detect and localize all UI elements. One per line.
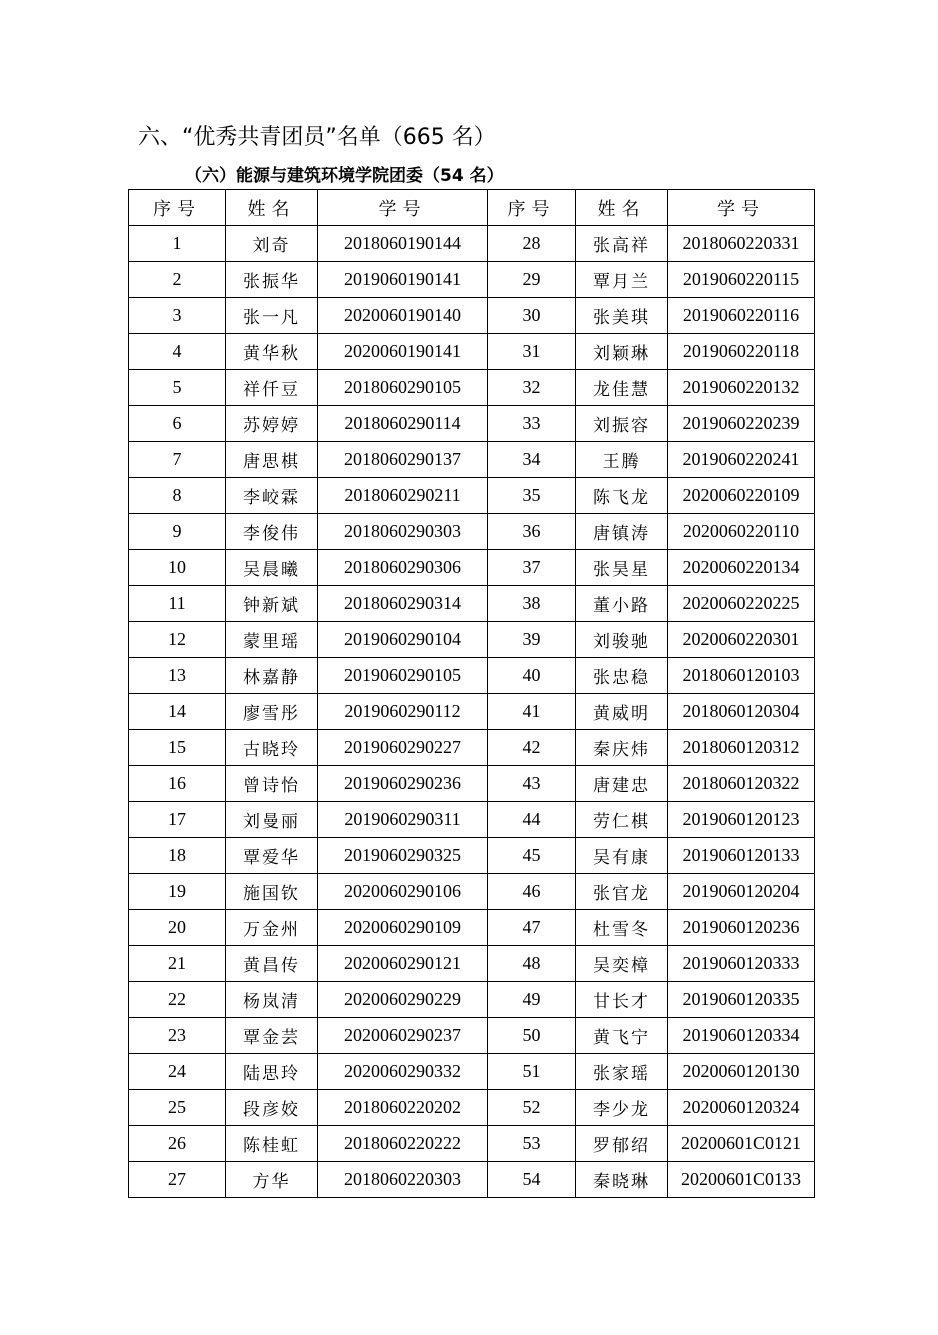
seq-cell: 50 [488, 1018, 576, 1054]
seq-cell: 42 [488, 730, 576, 766]
student-id-cell: 2020060290237 [318, 1018, 488, 1054]
table-row [129, 550, 815, 586]
name-cell: 刘颖琳 [576, 334, 668, 370]
seq-cell: 1 [129, 226, 226, 262]
student-id-cell: 2018060290114 [318, 406, 488, 442]
table-row [129, 514, 815, 550]
student-id-cell: 2019060120133 [668, 838, 815, 874]
table-row [129, 1126, 815, 1162]
student-id-cell: 2018060290306 [318, 550, 488, 586]
table-header-row [129, 190, 815, 226]
name-cell: 钟新斌 [226, 586, 318, 622]
seq-cell: 37 [488, 550, 576, 586]
student-id-cell: 2019060220239 [668, 406, 815, 442]
name-cell: 张高祥 [576, 226, 668, 262]
seq-cell: 52 [488, 1090, 576, 1126]
seq-cell: 23 [129, 1018, 226, 1054]
name-cell: 方华 [226, 1162, 318, 1198]
name-cell: 秦晓琳 [576, 1162, 668, 1198]
name-cell: 黄飞宁 [576, 1018, 668, 1054]
table-row [129, 910, 815, 946]
student-id-cell: 2018060290303 [318, 514, 488, 550]
seq-cell: 2 [129, 262, 226, 298]
name-cell: 祥仟豆 [226, 370, 318, 406]
student-id-cell: 2020060290106 [318, 874, 488, 910]
seq-cell: 27 [129, 1162, 226, 1198]
student-id-cell: 2019060290104 [318, 622, 488, 658]
seq-cell: 25 [129, 1090, 226, 1126]
name-cell: 段彦姣 [226, 1090, 318, 1126]
seq-cell: 22 [129, 982, 226, 1018]
table-row [129, 406, 815, 442]
seq-cell: 54 [488, 1162, 576, 1198]
seq-cell: 4 [129, 334, 226, 370]
student-id-cell: 2020060220301 [668, 622, 815, 658]
student-id-cell: 2019060220132 [668, 370, 815, 406]
name-cell: 林嘉静 [226, 658, 318, 694]
student-id-cell: 2018060120103 [668, 658, 815, 694]
name-cell: 吴奕樟 [576, 946, 668, 982]
table-row [129, 262, 815, 298]
name-cell: 李俊伟 [226, 514, 318, 550]
student-id-cell: 2020060190141 [318, 334, 488, 370]
seq-cell: 38 [488, 586, 576, 622]
student-id-cell: 2019060290325 [318, 838, 488, 874]
seq-cell: 9 [129, 514, 226, 550]
student-id-cell: 2018060290314 [318, 586, 488, 622]
name-cell: 覃金芸 [226, 1018, 318, 1054]
name-cell: 张一凡 [226, 298, 318, 334]
name-cell: 万金州 [226, 910, 318, 946]
seq-cell: 16 [129, 766, 226, 802]
seq-cell: 21 [129, 946, 226, 982]
header-name-right: 姓名 [576, 190, 668, 226]
student-id-cell: 2018060220202 [318, 1090, 488, 1126]
student-id-cell: 2018060120312 [668, 730, 815, 766]
seq-cell: 15 [129, 730, 226, 766]
seq-cell: 26 [129, 1126, 226, 1162]
table-row [129, 298, 815, 334]
seq-cell: 12 [129, 622, 226, 658]
table-row [129, 694, 815, 730]
table-row [129, 334, 815, 370]
student-id-cell: 2019060290236 [318, 766, 488, 802]
seq-cell: 7 [129, 442, 226, 478]
name-cell: 吴有康 [576, 838, 668, 874]
seq-cell: 33 [488, 406, 576, 442]
seq-cell: 45 [488, 838, 576, 874]
name-cell: 曾诗怡 [226, 766, 318, 802]
seq-cell: 24 [129, 1054, 226, 1090]
name-cell: 董小路 [576, 586, 668, 622]
name-cell: 黄华秋 [226, 334, 318, 370]
student-id-cell: 2020060220134 [668, 550, 815, 586]
name-cell: 陈桂虹 [226, 1126, 318, 1162]
name-cell: 陆思玲 [226, 1054, 318, 1090]
seq-cell: 17 [129, 802, 226, 838]
name-cell: 廖雪彤 [226, 694, 318, 730]
student-id-cell: 2019060120236 [668, 910, 815, 946]
student-id-cell: 2018060190144 [318, 226, 488, 262]
table-row [129, 1162, 815, 1198]
table-row [129, 982, 815, 1018]
seq-cell: 48 [488, 946, 576, 982]
name-cell: 张官龙 [576, 874, 668, 910]
seq-cell: 41 [488, 694, 576, 730]
student-id-cell: 2019060120123 [668, 802, 815, 838]
student-id-cell: 2020060220109 [668, 478, 815, 514]
seq-cell: 18 [129, 838, 226, 874]
name-cell: 张振华 [226, 262, 318, 298]
name-cell: 刘振容 [576, 406, 668, 442]
table-row [129, 442, 815, 478]
seq-cell: 19 [129, 874, 226, 910]
seq-cell: 40 [488, 658, 576, 694]
name-cell: 唐镇涛 [576, 514, 668, 550]
student-id-cell: 2019060220241 [668, 442, 815, 478]
student-id-cell: 2019060290227 [318, 730, 488, 766]
student-id-cell: 2019060120204 [668, 874, 815, 910]
seq-cell: 35 [488, 478, 576, 514]
name-cell: 秦庆炜 [576, 730, 668, 766]
name-cell: 刘骏驰 [576, 622, 668, 658]
section-heading: 六、“优秀共青团员”名单（665 名） [138, 125, 496, 150]
seq-cell: 13 [129, 658, 226, 694]
seq-cell: 10 [129, 550, 226, 586]
name-cell: 劳仁棋 [576, 802, 668, 838]
table-row [129, 838, 815, 874]
student-id-cell: 2018060290105 [318, 370, 488, 406]
name-cell: 黄昌传 [226, 946, 318, 982]
seq-cell: 32 [488, 370, 576, 406]
name-cell: 陈飞龙 [576, 478, 668, 514]
table-row [129, 622, 815, 658]
name-cell: 龙佳慧 [576, 370, 668, 406]
student-id-cell: 2020060120130 [668, 1054, 815, 1090]
header-id-right: 学号 [668, 190, 815, 226]
header-id-left: 学号 [318, 190, 488, 226]
student-id-cell: 20200601C0121 [668, 1126, 815, 1162]
table-row [129, 658, 815, 694]
student-id-cell: 2019060120335 [668, 982, 815, 1018]
name-cell: 施国钦 [226, 874, 318, 910]
student-id-cell: 2018060120304 [668, 694, 815, 730]
name-cell: 罗郁绍 [576, 1126, 668, 1162]
student-id-cell: 2018060220331 [668, 226, 815, 262]
name-cell: 张美琪 [576, 298, 668, 334]
name-cell: 张家瑶 [576, 1054, 668, 1090]
seq-cell: 44 [488, 802, 576, 838]
name-cell: 李少龙 [576, 1090, 668, 1126]
table-row [129, 874, 815, 910]
seq-cell: 47 [488, 910, 576, 946]
student-id-cell: 2019060220116 [668, 298, 815, 334]
honor-roster-table [128, 189, 815, 1198]
student-id-cell: 20200601C0133 [668, 1162, 815, 1198]
name-cell: 杨岚清 [226, 982, 318, 1018]
student-id-cell: 2019060190141 [318, 262, 488, 298]
table-row [129, 370, 815, 406]
seq-cell: 3 [129, 298, 226, 334]
seq-cell: 28 [488, 226, 576, 262]
name-cell: 张忠稳 [576, 658, 668, 694]
student-id-cell: 2018060220303 [318, 1162, 488, 1198]
seq-cell: 53 [488, 1126, 576, 1162]
student-id-cell: 2020060290229 [318, 982, 488, 1018]
student-id-cell: 2019060120334 [668, 1018, 815, 1054]
seq-cell: 8 [129, 478, 226, 514]
header-seq-right: 序号 [488, 190, 576, 226]
table-row [129, 766, 815, 802]
seq-cell: 6 [129, 406, 226, 442]
name-cell: 蒙里瑶 [226, 622, 318, 658]
name-cell: 王腾 [576, 442, 668, 478]
student-id-cell: 2019060290112 [318, 694, 488, 730]
student-id-cell: 2020060190140 [318, 298, 488, 334]
seq-cell: 11 [129, 586, 226, 622]
name-cell: 李峧霖 [226, 478, 318, 514]
name-cell: 唐建忠 [576, 766, 668, 802]
table-row [129, 226, 815, 262]
name-cell: 刘奇 [226, 226, 318, 262]
name-cell: 张昊星 [576, 550, 668, 586]
student-id-cell: 2019060120333 [668, 946, 815, 982]
name-cell: 杜雪冬 [576, 910, 668, 946]
seq-cell: 36 [488, 514, 576, 550]
seq-cell: 31 [488, 334, 576, 370]
seq-cell: 49 [488, 982, 576, 1018]
seq-cell: 51 [488, 1054, 576, 1090]
student-id-cell: 2020060120324 [668, 1090, 815, 1126]
seq-cell: 43 [488, 766, 576, 802]
student-id-cell: 2018060290211 [318, 478, 488, 514]
student-id-cell: 2020060290332 [318, 1054, 488, 1090]
name-cell: 刘曼丽 [226, 802, 318, 838]
student-id-cell: 2020060290109 [318, 910, 488, 946]
seq-cell: 30 [488, 298, 576, 334]
table-row [129, 946, 815, 982]
name-cell: 唐思棋 [226, 442, 318, 478]
student-id-cell: 2020060290121 [318, 946, 488, 982]
header-seq-left: 序号 [129, 190, 226, 226]
table-row [129, 802, 815, 838]
student-id-cell: 2019060290311 [318, 802, 488, 838]
name-cell: 古晓玲 [226, 730, 318, 766]
name-cell: 甘长才 [576, 982, 668, 1018]
seq-cell: 20 [129, 910, 226, 946]
table-body [129, 226, 815, 1198]
subsection-heading: （六）能源与建筑环境学院团委（54 名） [185, 166, 504, 186]
seq-cell: 14 [129, 694, 226, 730]
seq-cell: 34 [488, 442, 576, 478]
seq-cell: 46 [488, 874, 576, 910]
student-id-cell: 2018060220222 [318, 1126, 488, 1162]
table-row [129, 586, 815, 622]
name-cell: 覃爱华 [226, 838, 318, 874]
student-id-cell: 2018060290137 [318, 442, 488, 478]
table-row [129, 1054, 815, 1090]
student-id-cell: 2019060220115 [668, 262, 815, 298]
name-cell: 吴晨曦 [226, 550, 318, 586]
student-id-cell: 2018060120322 [668, 766, 815, 802]
student-id-cell: 2020060220110 [668, 514, 815, 550]
seq-cell: 5 [129, 370, 226, 406]
table-row [129, 478, 815, 514]
header-name-left: 姓名 [226, 190, 318, 226]
student-id-cell: 2019060290105 [318, 658, 488, 694]
seq-cell: 39 [488, 622, 576, 658]
name-cell: 苏婷婷 [226, 406, 318, 442]
student-id-cell: 2019060220118 [668, 334, 815, 370]
student-id-cell: 2020060220225 [668, 586, 815, 622]
name-cell: 黄威明 [576, 694, 668, 730]
table-row [129, 1018, 815, 1054]
seq-cell: 29 [488, 262, 576, 298]
name-cell: 覃月兰 [576, 262, 668, 298]
table-row [129, 730, 815, 766]
table-row [129, 1090, 815, 1126]
